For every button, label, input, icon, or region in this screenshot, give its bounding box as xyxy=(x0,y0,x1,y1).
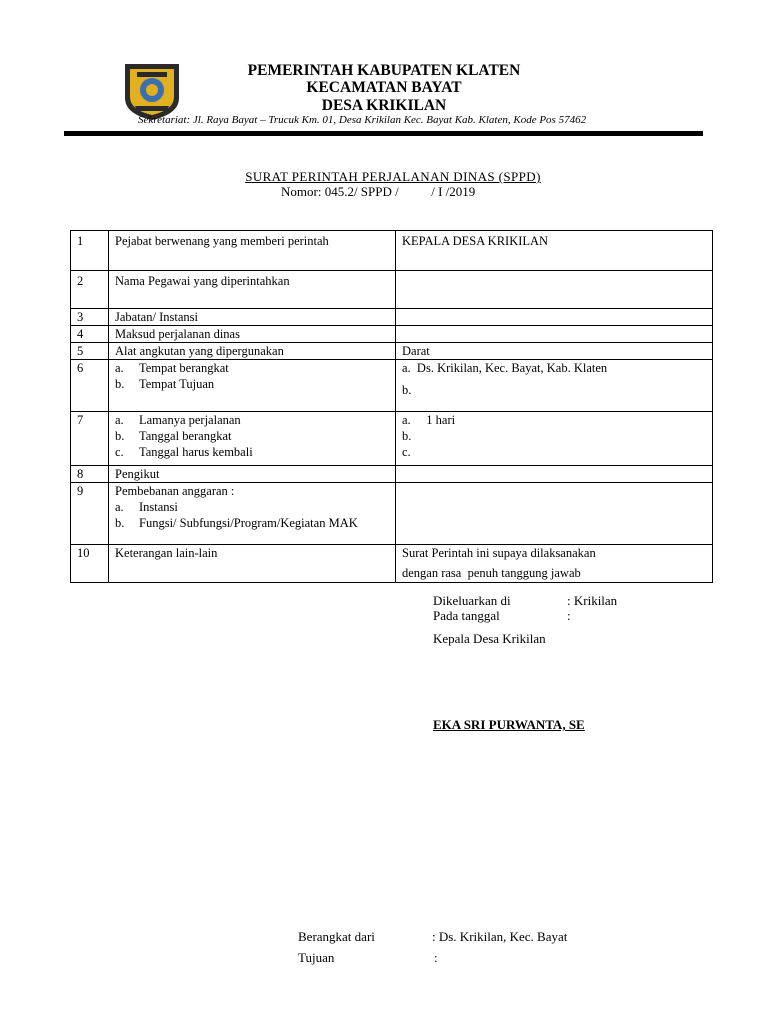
row-number: 8 xyxy=(71,466,109,483)
table-row xyxy=(71,309,713,326)
value-line: b. xyxy=(402,383,412,397)
row-number: 2 xyxy=(71,271,109,309)
table-row xyxy=(71,360,713,412)
row-number: 10 xyxy=(71,545,109,583)
departure-from-label: Berangkat dari xyxy=(298,929,375,944)
sppd-form-table xyxy=(70,230,713,583)
table-row xyxy=(71,326,713,343)
list-item: a. Instansi xyxy=(115,500,178,514)
row-number: 6 xyxy=(71,360,109,412)
row-description-heading: Pembebanan anggaran : xyxy=(115,484,235,498)
row-description: Nama Pegawai yang diperintahkan xyxy=(109,271,396,309)
issued-date-value: : xyxy=(567,608,571,623)
issued-place-value: : Krikilan xyxy=(567,593,618,608)
row-value xyxy=(396,309,713,326)
document-title: SURAT PERINTAH PERJALANAN DINAS (SPPD) xyxy=(245,169,541,184)
value-line: dengan rasa penuh tanggung jawab xyxy=(402,566,581,580)
row-value xyxy=(396,360,713,412)
table-row xyxy=(71,343,713,360)
row-value xyxy=(396,271,713,309)
value-line: a. 1 hari xyxy=(402,413,456,427)
list-item: c. Tanggal harus kembali xyxy=(115,445,253,459)
table-row xyxy=(71,545,713,583)
value-line: a. Ds. Krikilan, Kec. Bayat, Kab. Klaten xyxy=(402,361,608,375)
row-value xyxy=(396,483,713,545)
row-value xyxy=(396,326,713,343)
row-value xyxy=(396,545,713,583)
row-description: Jabatan/ Instansi xyxy=(109,309,396,326)
letterhead-address: Sekretariat: Jl. Raya Bayat – Trucuk Km. 01, Desa Krikilan Kec. Bayat Kab. Klaten, Kode Pos 57462 xyxy=(138,114,587,126)
signer-position: Kepala Desa Krikilan xyxy=(433,631,546,646)
list-item: a. Tempat berangkat xyxy=(115,361,229,375)
departure-to-label: Tujuan xyxy=(298,950,335,965)
row-number: 5 xyxy=(71,343,109,360)
row-number: 3 xyxy=(71,309,109,326)
row-description: Alat angkutan yang dipergunakan xyxy=(109,343,396,360)
row-description xyxy=(109,483,396,545)
row-number: 4 xyxy=(71,326,109,343)
row-value xyxy=(396,466,713,483)
row-value: KEPALA DESA KRIKILAN xyxy=(396,231,713,271)
table-row xyxy=(71,231,713,271)
letterhead-village: DESA KRIKILAN xyxy=(321,97,447,114)
table-row xyxy=(71,483,713,545)
row-description: Pejabat berwenang yang memberi perintah xyxy=(109,231,396,271)
row-description: Pengikut xyxy=(109,466,396,483)
list-item: a. Lamanya perjalanan xyxy=(115,413,241,427)
value-line: b. xyxy=(402,429,412,443)
list-item: b. Fungsi/ Subfungsi/Program/Kegiatan MAK xyxy=(115,516,358,530)
value-line: Surat Perintah ini supaya dilaksanakan xyxy=(402,546,596,560)
row-number: 9 xyxy=(71,483,109,545)
table-row xyxy=(71,271,713,309)
letterhead-divider xyxy=(64,131,703,136)
row-description: Keterangan lain-lain xyxy=(109,545,396,583)
table-row xyxy=(71,412,713,466)
departure-from-value: : Ds. Krikilan, Kec. Bayat xyxy=(432,929,568,944)
letterhead-district: KECAMATAN BAYAT xyxy=(306,79,462,96)
table-row xyxy=(71,466,713,483)
signer-name: EKA SRI PURWANTA, SE xyxy=(433,717,585,732)
list-item: b. Tanggal berangkat xyxy=(115,429,232,443)
issued-place-label: Dikeluarkan di xyxy=(433,593,511,608)
row-description xyxy=(109,360,396,412)
row-number: 7 xyxy=(71,412,109,466)
row-description: Maksud perjalanan dinas xyxy=(109,326,396,343)
departure-to-value: : xyxy=(434,950,438,965)
list-item: b. Tempat Tujuan xyxy=(115,377,215,391)
value-line: c. xyxy=(402,445,411,459)
row-number: 1 xyxy=(71,231,109,271)
row-value: Darat xyxy=(396,343,713,360)
document-number: Nomor: 045.2/ SPPD / / I /2019 xyxy=(281,184,476,199)
row-description xyxy=(109,412,396,466)
issued-date-label: Pada tanggal xyxy=(433,608,500,623)
row-value xyxy=(396,412,713,466)
letterhead-regency: PEMERINTAH KABUPATEN KLATEN xyxy=(247,62,521,79)
